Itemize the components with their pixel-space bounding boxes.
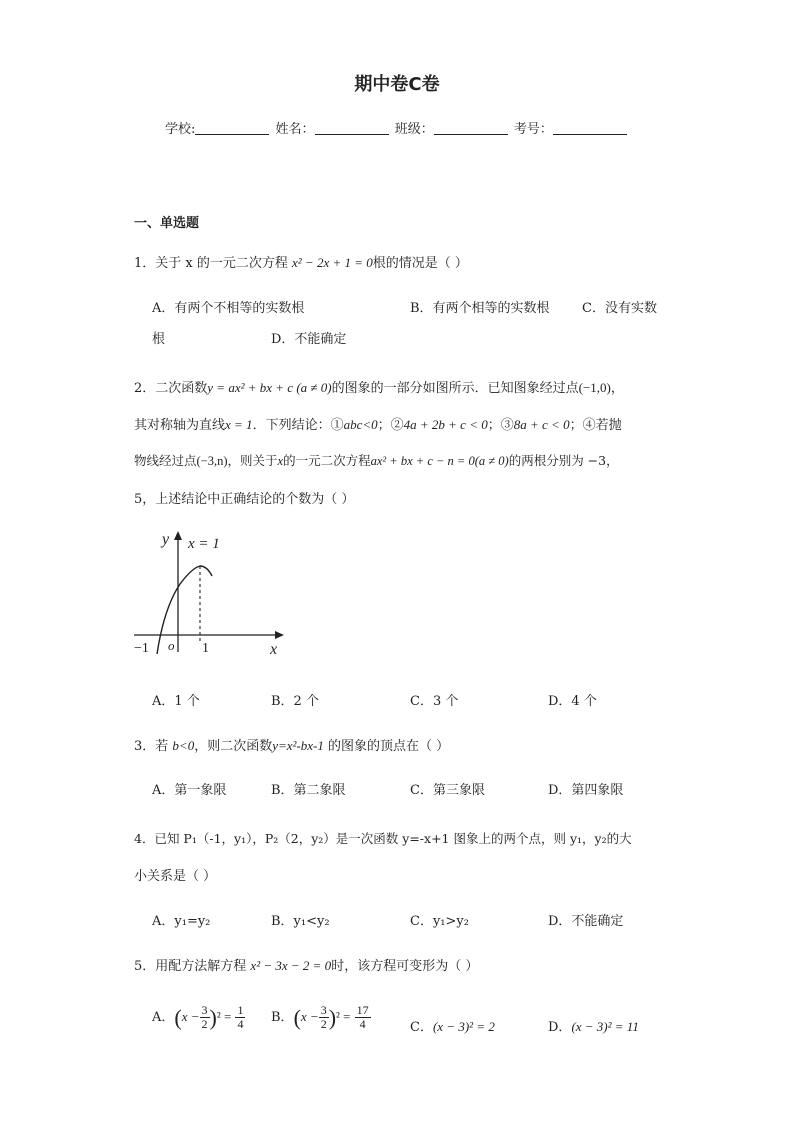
student-info-line [165,118,629,137]
question-4-line-2: 小关系是（ ） [134,869,217,884]
graph-axis-label: x = 1 [188,536,220,552]
graph-y-label: y [162,531,170,548]
name-label: 姓名： [275,122,315,137]
q1-stem-pre: 1．关于 x 的一元二次方程 [134,256,288,271]
q2-point: (−1,0) [578,380,611,395]
q2-option-a[interactable]: A．1 个 [152,694,200,709]
question-5-stem [134,955,478,974]
q2-l2a: 其对称轴为直线 [134,418,226,433]
q2-l3b: ，则关于 [227,453,278,468]
graph-one-label: 1 [202,641,209,656]
q3-condition: b<0 [172,738,195,753]
q2-conclusion-1: abc<0 [343,417,378,432]
q5-b-eq: ² = [336,1009,351,1024]
q5-a-frac-num: 3 [201,1003,208,1017]
q2-parabola-graph [130,526,290,658]
q5-a-x: x − [181,1009,200,1024]
q5-option-d[interactable] [548,1016,639,1035]
q1-option-b[interactable]: B．有两个相等的实数根 [410,301,550,316]
q1-option-a[interactable]: A．有两个不相等的实数根 [152,301,305,316]
q5-b-x: x − [300,1009,319,1024]
q5-a-frac-den: 2 [201,1017,208,1031]
section-title: 一、单选题 [134,216,200,231]
q2-l1a: 2．二次函数 [134,381,208,396]
q3-stem-a: 3．若 [134,739,169,754]
q5-option-c[interactable] [410,1016,495,1035]
q2-l3a: 物线经过点 [134,453,197,468]
q5-equation: x² − 3x − 2 = 0 [250,958,332,973]
q2-function: y = ax² + bx + c (a ≠ 0) [207,380,332,395]
q2-conclusion-2: 4a + 2b + c < 0 [403,417,488,432]
q2-option-d[interactable]: D．4 个 [548,694,597,709]
q5-option-a[interactable]: A．(x − $\frac{3}{2}$ )² = $\frac{1}{4}$ [152,1003,244,1031]
q5-a-label: A． [152,1010,175,1025]
q1-option-c[interactable]: C．没有实数 [582,301,657,316]
q1-option-c-cont: 根 [152,332,166,347]
q5-stem-a: 5．用配方法解方程 [134,959,247,974]
class-blank[interactable] [434,122,508,135]
q2-x: x [277,454,284,468]
graph-x-label: x [270,641,278,658]
q1-option-d[interactable]: D．不能确定 [271,332,347,347]
question-4-line-1: 4．已知 P₁（-1，y₁），P₂（2，y₂）是一次函数 y=-x+1 图象上的两个点，则 y₁，y₂的大 [134,831,632,846]
q5-b-frac-den: 2 [320,1017,327,1031]
exam-no-label: 考号： [513,122,553,137]
q2-sep2: ；③ [487,418,514,433]
q5-a-rhs-num: 1 [237,1003,244,1017]
q4-option-c[interactable]: C．y₁>y₂ [410,914,469,929]
graph-neg-one-label: −1 [134,641,149,656]
q3-function: y=x²-bx-1 [272,738,324,753]
question-2-line-2 [134,414,622,433]
q2-option-c[interactable]: C．3 个 [410,694,459,709]
graph-y-arrow [174,531,182,540]
q5-c-expr: (x − 3)² = 2 [432,1019,495,1034]
q5-d-label: D． [548,1020,572,1035]
q3-stem-b: ，则二次函数 [194,739,273,754]
q5-b-rhs-den: 4 [359,1017,366,1031]
q5-b-frac-num: 3 [320,1003,327,1017]
question-2-line-3 [134,451,619,469]
q2-l3d: 的两根分别为 −3， [508,453,619,468]
q2-l3c: 的一元二次方程 [283,453,371,468]
q2-axis-eq: x = 1 [225,417,253,432]
q4-option-a[interactable]: A．y₁=y₂ [152,914,211,929]
graph-x-arrow [275,631,284,639]
exam-no-blank[interactable] [553,122,627,135]
q2-equation: ax² + bx + c − n = 0(a ≠ 0) [370,454,509,468]
q5-d-expr: (x − 3)² = 11 [571,1019,639,1034]
question-2-line-1 [134,377,624,396]
q3-option-c[interactable]: C．第三象限 [410,783,485,798]
q5-option-b[interactable]: B．(x − $\frac{3}{2}$ )² = $\frac{17}{4}$ [271,1003,369,1031]
q5-stem-b: 时，该方程可变形为（ ） [331,959,479,974]
q2-l2b: ．下列结论：① [252,418,344,433]
q5-b-rhs-num: 17 [356,1003,369,1017]
q3-option-d[interactable]: D．第四象限 [548,783,624,798]
q3-option-b[interactable]: B．第二象限 [271,783,346,798]
school-label: 学校: [165,122,196,137]
q5-a-eq: ² = [216,1009,232,1024]
class-label: 班级： [394,122,434,137]
q4-option-b[interactable]: B．y₁<y₂ [271,914,330,929]
q2-sep1: ；② [377,418,404,433]
question-2-line-4: 5，上述结论中正确结论的个数为（ ） [134,492,355,507]
q4-option-d[interactable]: D．不能确定 [548,914,624,929]
q2-l1c: ， [610,381,624,396]
page-title: 期中卷C卷 [354,74,440,95]
q3-stem-c: 的图象的顶点在（ ） [328,739,450,754]
name-blank[interactable] [315,122,389,135]
q2-option-b[interactable]: B．2 个 [271,694,319,709]
school-blank[interactable] [195,122,269,135]
question-3-stem [134,735,449,754]
q1-equation: x² − 2x + 1 = 0 [292,255,373,270]
q3-option-a[interactable]: A．第一象限 [152,783,227,798]
q5-c-label: C． [410,1020,433,1035]
q2-conclusion-3: 8a + c < 0 [513,417,570,432]
question-1-stem [134,252,468,271]
q2-point-2: (−3,n) [196,454,228,468]
q5-a-rhs-den: 4 [237,1017,244,1031]
q5-b-label: B． [271,1010,294,1025]
q2-l2d: ；④若抛 [569,418,622,433]
graph-origin-label: o [168,638,175,653]
q1-stem-post: 根的情况是（ ） [372,256,468,271]
q2-l1b: 的图象的一部分如图所示．已知图象经过点 [331,381,579,396]
